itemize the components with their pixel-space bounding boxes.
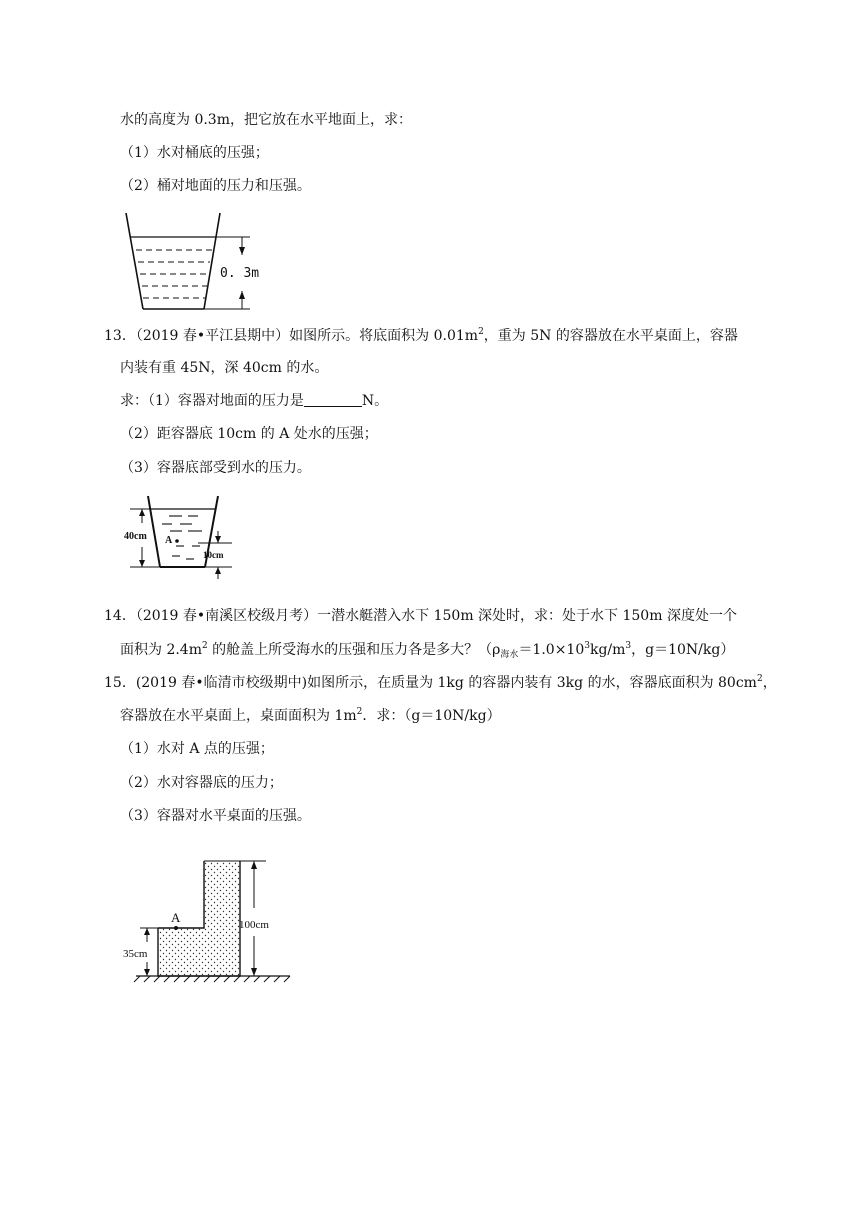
q15-line1: 15．(2019 春•临清市校级期中)如图所示，在质量为 1kg 的容器内装有 3kg 的水，容器底面积为 $80cm^2$，	[104, 674, 777, 691]
q13-depth-label: 40cm	[124, 531, 147, 542]
q13-container-figure	[124, 493, 234, 581]
point-a-marker	[174, 926, 178, 930]
q13-part2: （2）距容器底 10cm 的 A 处水的压强；	[120, 426, 378, 442]
q12-part1: （1）水对桶底的压强；	[120, 145, 269, 161]
q14-line2: 面积为 $2.4m^2$ 的舱盖上所受海水的压强和压力各是多大？（$\rho_{海水}=1.0\times 10^3kg/m^3$，g＝10N/kg）	[120, 641, 735, 660]
q15-total-height-label: 100cm	[239, 919, 269, 931]
q15-container-figure	[120, 850, 300, 985]
q14-line1: 14．（2019 春•南溪区校级月考）一潜水艇潜入水下 150m 深处时，求：处于水下 150m 深度处一个	[104, 608, 737, 624]
q15-line2: 容器放在水平桌面上，桌面面积为 $1m^2$．求：（g＝10N/kg）	[120, 707, 501, 724]
q13-line1: 13．（2019 春•平江县期中）如图所示。将底面积为 $0.01m^2$，重为 5N 的容器放在水平桌面上，容器	[104, 327, 738, 344]
q15-part1: （1）水对 A 点的压强；	[120, 741, 274, 757]
q13-line3: 求：（1）容器对地面的压力是 N。	[120, 393, 389, 409]
q13-point-label: A	[165, 535, 173, 546]
q15-part3: （3）容器对水平桌面的压强。	[120, 808, 311, 824]
point-a-marker	[175, 539, 179, 543]
q15-part2: （2）水对容器底的压力；	[120, 775, 283, 791]
q12-bucket-figure	[120, 210, 270, 315]
q15-point-label: A	[171, 910, 181, 925]
answer-blank	[304, 392, 362, 407]
q12-height-label: 0. 3m	[220, 266, 260, 281]
q15-low-height-label: 35cm	[123, 948, 148, 960]
q13-height-label: 10cm	[203, 550, 224, 560]
q13-part3: （3）容器底部受到水的压力。	[120, 460, 311, 476]
q12-part2: （2）桶对地面的压力和压强。	[120, 178, 311, 194]
q13-line2: 内装有重 45N，深 40cm 的水。	[120, 360, 329, 376]
q12-intro: 水的高度为 0.3m，把它放在水平地面上，求：	[120, 112, 412, 128]
